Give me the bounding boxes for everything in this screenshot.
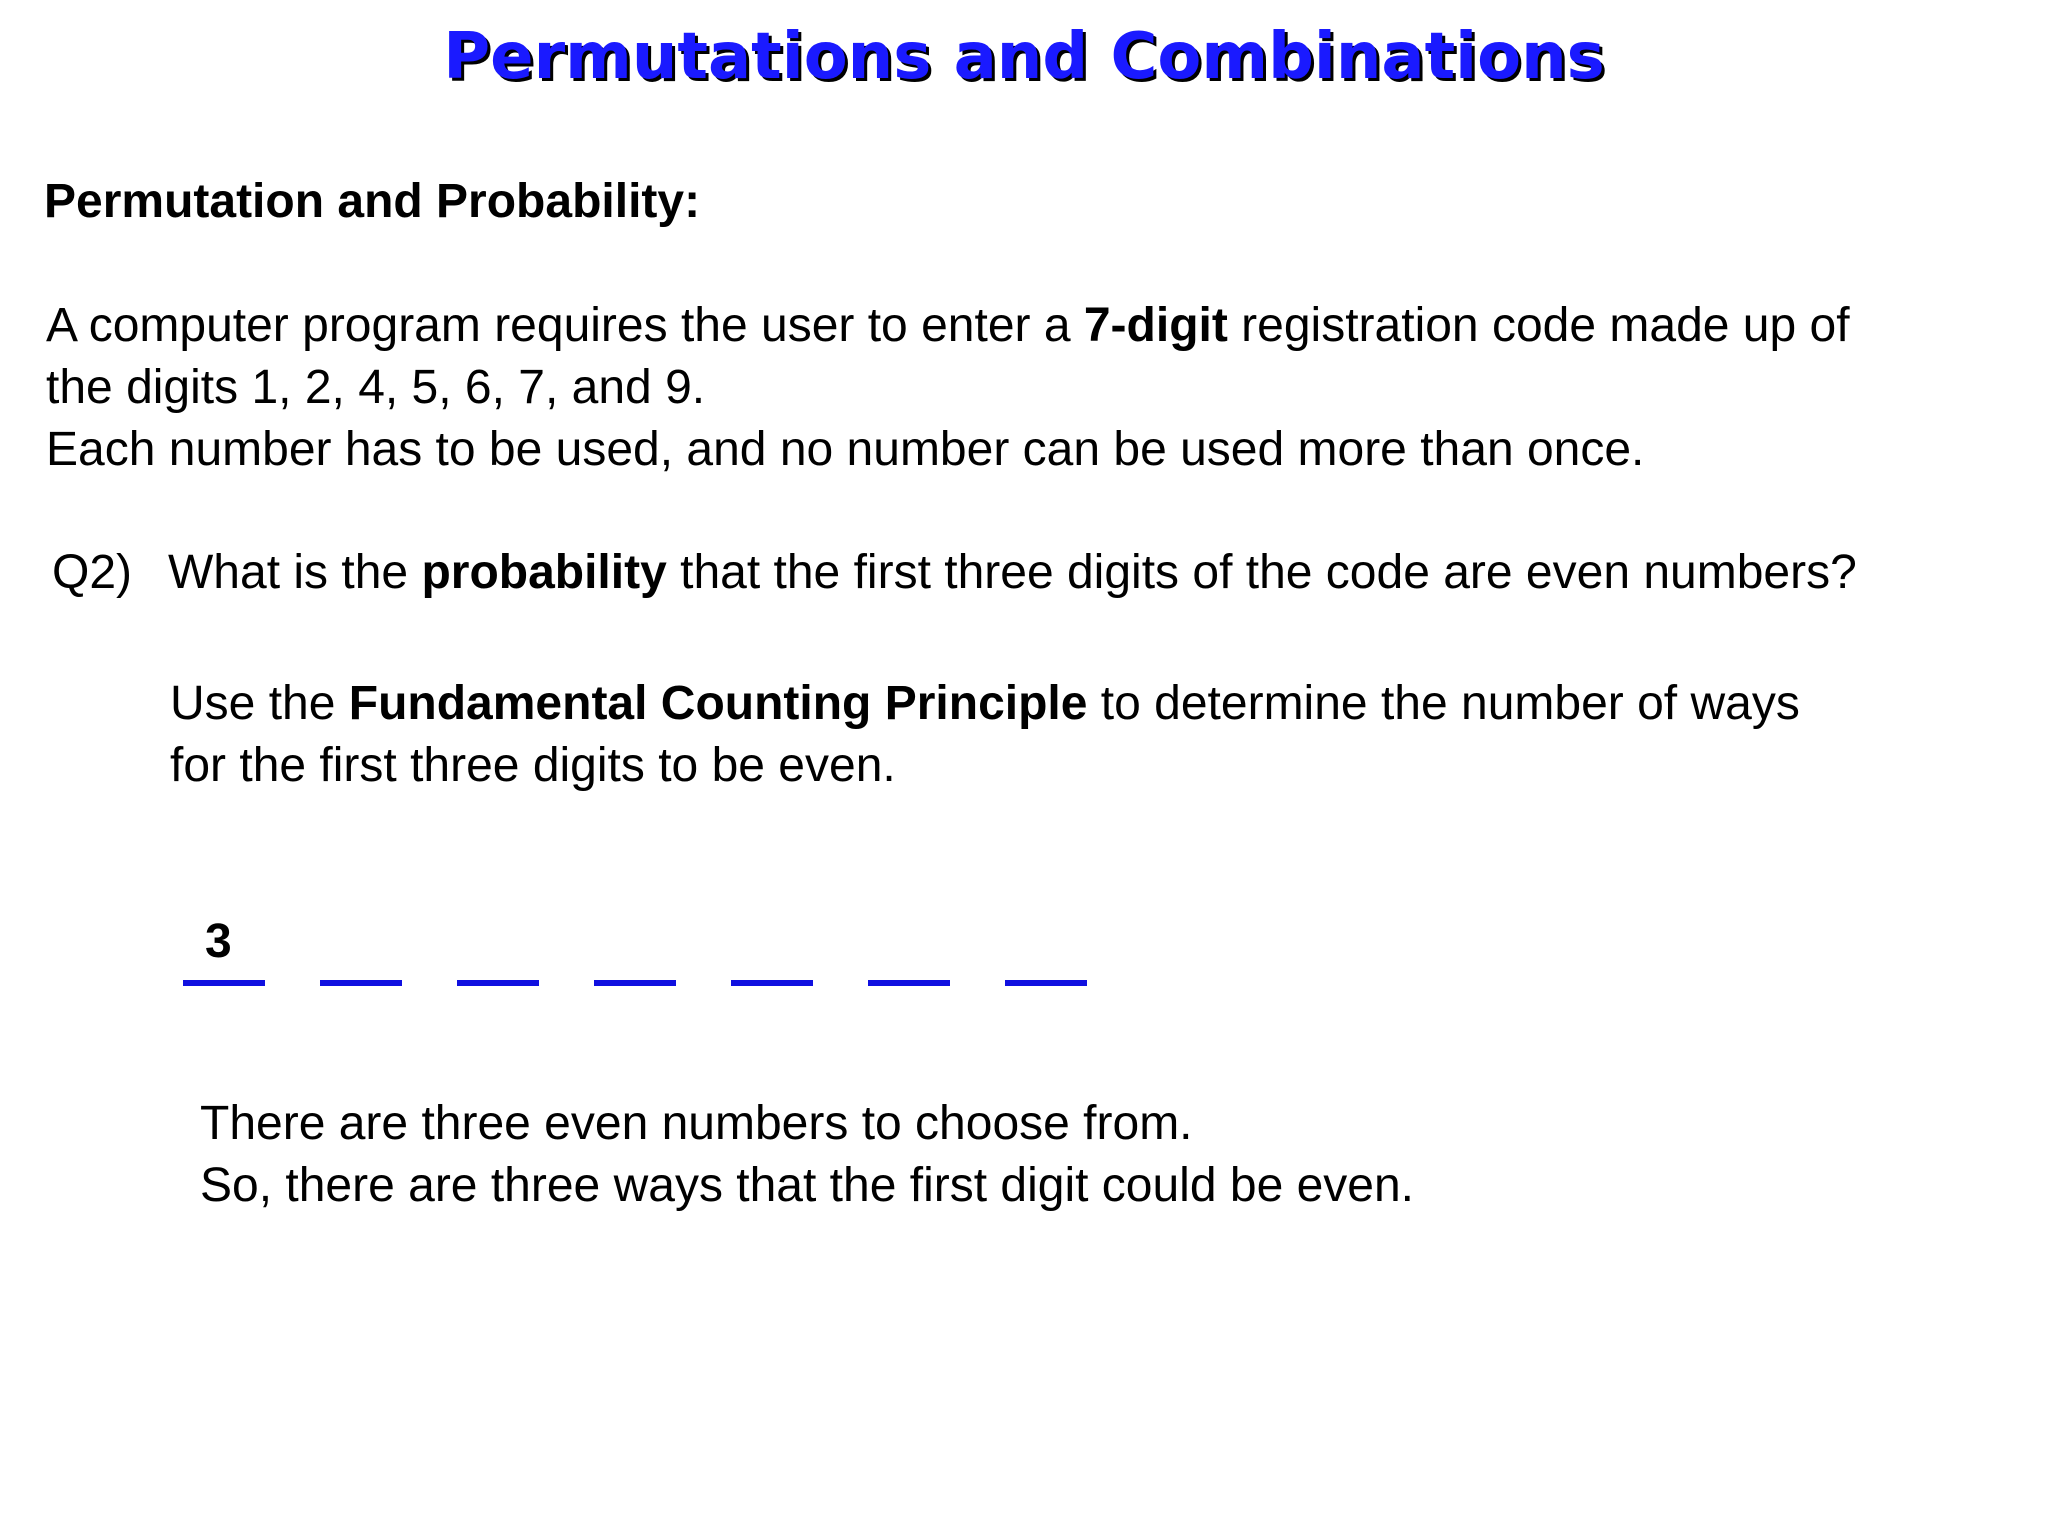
slot-3-blank bbox=[457, 980, 539, 986]
problem-line-2: the digits 1, 2, 4, 5, 6, 7, and 9. bbox=[46, 361, 706, 414]
question-text-start: What is the bbox=[168, 546, 422, 599]
probability-emphasis: probability bbox=[421, 546, 667, 599]
explanation-line-2: So, there are three ways that the first digit could be even. bbox=[200, 1159, 1415, 1212]
problem-line-1-end: registration code made up of bbox=[1227, 299, 1850, 352]
problem-statement bbox=[46, 295, 1850, 481]
question-text-end: that the first three digits of the code are even numbers? bbox=[666, 546, 1857, 599]
slot-4-blank bbox=[594, 980, 676, 986]
digit-count-emphasis: 7-digit bbox=[1083, 299, 1228, 352]
problem-line-3: Each number has to be used, and no number can be used more than once. bbox=[46, 423, 1645, 476]
fcp-line-2: for the first three digits to be even. bbox=[170, 739, 896, 792]
fcp-line-1 bbox=[170, 673, 1800, 735]
problem-line-1 bbox=[46, 295, 1850, 357]
explanation bbox=[200, 1093, 1414, 1217]
fcp-line-1-start: Use the bbox=[170, 677, 349, 730]
problem-line-1-start: A computer program requires the user to enter a bbox=[46, 299, 1084, 352]
slot-1-blank bbox=[183, 980, 265, 986]
question-q2 bbox=[52, 542, 1857, 604]
fcp-emphasis: Fundamental Counting Principle bbox=[348, 677, 1088, 730]
slot-7-blank bbox=[1005, 980, 1087, 986]
fcp-instruction bbox=[170, 673, 1800, 797]
fcp-line-1-end: to determine the number of ways bbox=[1087, 677, 1800, 730]
question-label: Q2) bbox=[52, 546, 133, 599]
slot-5-blank bbox=[731, 980, 813, 986]
slot-6-blank bbox=[868, 980, 950, 986]
slot-1-value: 3 bbox=[205, 915, 232, 968]
section-heading: Permutation and Probability: bbox=[44, 175, 701, 228]
slide-title: Permutations and Combinations bbox=[443, 20, 1605, 94]
slot-2-blank bbox=[320, 980, 402, 986]
explanation-line-1: There are three even numbers to choose from. bbox=[200, 1097, 1193, 1150]
